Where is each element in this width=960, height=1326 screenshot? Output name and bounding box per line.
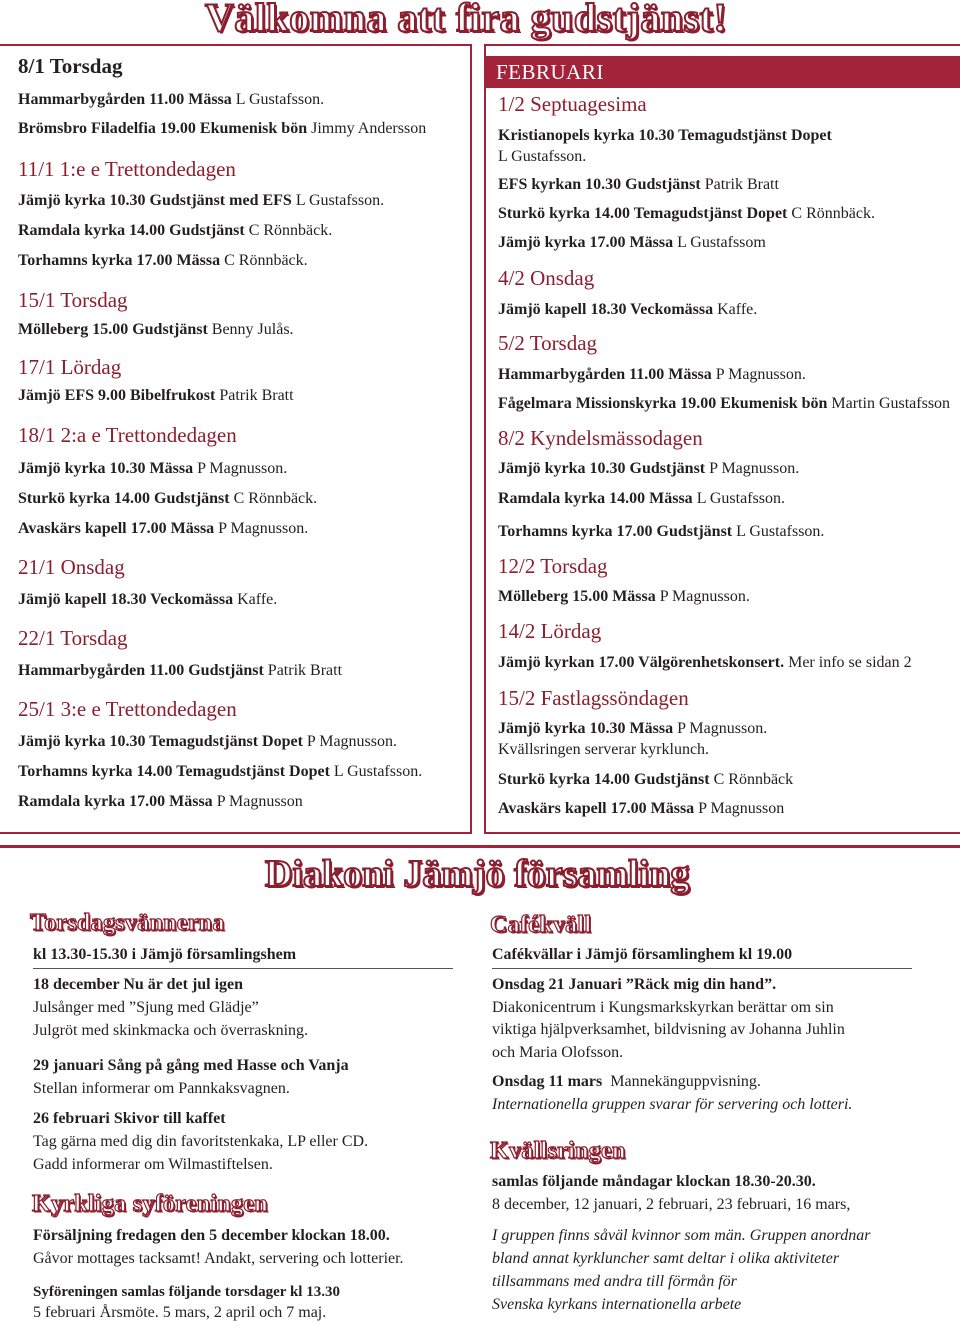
day-heading: 18/1 2:a e Trettondedagen xyxy=(18,423,237,447)
entry-leader: C Rönnbäck. xyxy=(233,490,318,507)
day-heading: 15/2 Fastlagssöndagen xyxy=(498,686,689,710)
service-entry xyxy=(498,741,709,759)
entry-leader: Kaffe. xyxy=(717,301,758,318)
entry-place-time: Jämjö kapell 18.30 Veckomässa xyxy=(18,591,234,608)
entry-leader: P Magnusson. xyxy=(218,520,309,537)
entry-place-time: Torhamns kyrka 14.00 Temagudstjänst Dopet xyxy=(18,763,330,780)
entry-place-time: Jämjö kapell 18.30 Veckomässa xyxy=(498,301,714,318)
section-divider xyxy=(0,845,960,848)
entry-place-time: Ramdala kyrka 17.00 Mässa xyxy=(18,793,213,810)
kvall-line: samlas följande måndagar klockan 18.30-20.30. xyxy=(492,1173,816,1190)
entry-leader: Kaffe. xyxy=(237,591,278,608)
day-heading: 8/2 Kyndelsmässodagen xyxy=(498,426,703,450)
torsdag-line: Tag gärna med dig din favoritstenkaka, LP eller CD. xyxy=(33,1133,369,1150)
torsdag-line: 26 februari Skivor till kaffet xyxy=(33,1110,226,1127)
cafe-line: Diakonicentrum i Kungsmarkskyrkan berättar om sin xyxy=(492,999,834,1016)
entry-place-time: Sturkö kyrka 14.00 Temagudstjänst Dopet xyxy=(498,205,788,222)
entry-place-time: Jämjö kyrka 10.30 Gudstjänst xyxy=(498,460,706,477)
entry-place-time: Ramdala kyrka 14.00 Mässa xyxy=(498,490,693,507)
day-heading: 25/1 3:e e Trettondedagen xyxy=(18,697,237,721)
service-entry xyxy=(498,301,757,319)
service-entry xyxy=(498,654,912,672)
page-title: Välkomna att fira gudstjänst! xyxy=(205,0,728,40)
service-entry xyxy=(498,234,766,252)
service-entry xyxy=(18,520,308,538)
entry-place-time: Mölleberg 15.00 Gudstjänst xyxy=(18,321,208,338)
kvall-line: tillsammans med andra till förmån för xyxy=(492,1273,737,1290)
entry-place-time: Jämjö kyrka 10.30 Gudstjänst med EFS xyxy=(18,192,292,209)
service-entry xyxy=(18,120,426,138)
kvallsringen-title: Kvällsringen xyxy=(490,1138,626,1164)
service-entry xyxy=(498,205,875,223)
service-entry xyxy=(498,366,806,384)
day-heading: 12/2 Torsdag xyxy=(498,554,608,578)
entry-leader: C Rönnbäck. xyxy=(224,252,308,269)
cafe-line: Cafékvällar i Jämjö församlinghem kl 19.00 xyxy=(492,946,793,963)
day-heading: 21/1 Onsdag xyxy=(18,555,125,579)
kvall-line: bland annat kyrkluncher samt deltar i olika aktiviteter xyxy=(492,1250,840,1267)
cafe-line xyxy=(492,1071,761,1093)
cafe-line: viktiga hjälpverksamhet, bildvisning av Johanna Juhlin xyxy=(492,1021,845,1038)
entry-place-time: Ramdala kyrka 14.00 Gudstjänst xyxy=(18,222,245,239)
service-entry xyxy=(498,588,750,606)
cafe-line: och Maria Olofsson. xyxy=(492,1044,624,1061)
entry-place-time: Jämjö EFS 9.00 Bibelfrukost xyxy=(18,387,216,404)
torsdag-line: 29 januari Sång på gång med Hasse och Vanja xyxy=(33,1057,349,1074)
entry-leader: L Gustafsson. xyxy=(295,192,385,209)
syf-line: Försäljning fredagen den 5 december klockan 18.00. xyxy=(33,1227,390,1244)
entry-place-time: EFS kyrkan 10.30 Gudstjänst xyxy=(498,176,701,193)
torsdag-line: 18 december Nu är det jul igen xyxy=(33,976,244,993)
torsdag-line: Gadd informerar om Wilmastiftelsen. xyxy=(33,1156,273,1173)
entry-leader: L Gustafsson. xyxy=(736,523,825,540)
service-entry xyxy=(18,460,287,478)
torsdagsvannerna-title: Torsdagsvännerna xyxy=(30,910,225,936)
entry-place-time: Jämjö kyrka 17.00 Mässa xyxy=(498,234,674,251)
service-entry xyxy=(18,793,303,811)
service-entry xyxy=(18,252,308,270)
entry-leader: P Magnusson. xyxy=(709,460,800,477)
entry-place-time: Jämjö kyrka 10.30 Mässa xyxy=(498,720,674,737)
entry-place-time: Avaskärs kapell 17.00 Mässa xyxy=(498,800,695,817)
service-entry xyxy=(498,395,950,413)
entry-place-time: Fågelmara Missionskyrka 19.00 Ekumenisk bön xyxy=(498,395,828,412)
syf-line: Gåvor mottages tacksamt! Andakt, servering och lotterier. xyxy=(33,1250,404,1267)
divider xyxy=(492,968,912,969)
entry-leader: P Magnusson. xyxy=(677,720,768,737)
service-entry xyxy=(498,127,832,145)
torsdag-line: Julsånger med ”Sjung med Glädje” xyxy=(33,999,259,1016)
cafe-line: Onsdag 21 Januari ”Räck mig din hand”. xyxy=(492,976,777,993)
service-entry xyxy=(18,662,342,680)
service-entry xyxy=(18,591,277,609)
service-entry xyxy=(18,763,422,781)
torsdag-time: kl 13.30-15.30 i Jämjö församlingshem xyxy=(33,946,297,963)
divider xyxy=(33,968,453,969)
service-entry xyxy=(18,192,384,210)
entry-leader: Benny Julås. xyxy=(211,321,294,338)
service-entry xyxy=(498,720,767,738)
entry-leader: L Gustafsson. xyxy=(235,91,325,108)
day-heading: 4/2 Onsdag xyxy=(498,266,595,290)
kvall-line: Svenska kyrkans internationella arbete xyxy=(492,1296,742,1313)
entry-place-time: Hammarbygården 11.00 Gudstjänst xyxy=(18,662,264,679)
service-entry xyxy=(18,733,397,751)
entry-place-time: Sturkö kyrka 14.00 Gudstjänst xyxy=(18,490,230,507)
entry-leader: Patrik Bratt xyxy=(267,662,343,679)
cafe-line: Internationella gruppen svarar för servering och lotteri. xyxy=(492,1096,853,1113)
day-heading: 11/1 1:e e Trettondedagen xyxy=(18,157,236,181)
entry-leader: C Rönnbäck. xyxy=(791,205,875,222)
service-entry xyxy=(498,176,779,194)
entry-leader: L Gustafsson. xyxy=(696,490,785,507)
entry-place-time: Mölleberg 15.00 Mässa xyxy=(498,588,656,605)
cafe-date: Onsdag 11 mars xyxy=(492,1073,603,1090)
service-entry xyxy=(18,490,317,508)
kvall-line: 8 december, 12 januari, 2 februari, 23 februari, 16 mars, xyxy=(492,1196,851,1213)
entry-place-time: Jämjö kyrka 10.30 Temagudstjänst Dopet xyxy=(18,733,303,750)
service-entry xyxy=(498,771,793,789)
service-entry xyxy=(498,523,824,541)
entry-leader: C Rönnbäck. xyxy=(248,222,333,239)
cafekvall-title: Cafékväll xyxy=(490,912,592,938)
day-heading: 22/1 Torsdag xyxy=(18,626,128,650)
entry-place-time: Torhamns kyrka 17.00 Gudstjänst xyxy=(498,523,733,540)
entry-leader: Jimmy Andersson xyxy=(311,120,427,137)
entry-place-time: Sturkö kyrka 14.00 Gudstjänst xyxy=(498,771,710,788)
cafe-event: Mannekänguppvisning. xyxy=(610,1073,761,1090)
month-header: FEBRUARI xyxy=(486,56,960,88)
day-heading: 17/1 Lördag xyxy=(18,355,122,379)
syforeningen-title: Kyrkliga syföreningen xyxy=(32,1191,268,1217)
service-entry xyxy=(498,460,799,478)
day-heading: 15/1 Torsdag xyxy=(18,288,128,312)
service-entry xyxy=(18,91,324,109)
service-entry xyxy=(18,387,294,405)
entry-leader: Kvällsringen serverar kyrklunch. xyxy=(498,741,710,758)
entry-place-time: Torhamns kyrka 17.00 Mässa xyxy=(18,252,221,269)
service-entry xyxy=(18,321,294,339)
entry-leader: Patrik Bratt xyxy=(704,176,779,193)
day-heading: 1/2 Septuagesima xyxy=(498,92,647,116)
entry-place-time: Jämjö kyrkan 17.00 Välgörenhetskonsert. xyxy=(498,654,785,671)
entry-place-time: Hammarbygården 11.00 Mässa xyxy=(18,91,232,108)
entry-place-time: Avaskärs kapell 17.00 Mässa xyxy=(18,520,215,537)
entry-leader: P Magnusson. xyxy=(659,588,750,605)
entry-leader: P Magnusson xyxy=(698,800,785,817)
torsdag-line: Stellan informerar om Pannkaksvagnen. xyxy=(33,1080,290,1097)
entry-leader: P Magnusson. xyxy=(715,366,806,383)
entry-place-time: Brömsbro Filadelfia 19.00 Ekumenisk bön xyxy=(18,120,308,137)
entry-leader: L Gustafssom xyxy=(677,234,766,251)
entry-leader: Patrik Bratt xyxy=(219,387,294,404)
entry-leader: Martin Gustafsson xyxy=(831,395,951,412)
entry-leader: L Gustafsson. xyxy=(333,763,423,780)
entry-leader: P Magnusson. xyxy=(306,733,398,750)
entry-place-time: Hammarbygården 11.00 Mässa xyxy=(498,366,712,383)
day-heading: 8/1 Torsdag xyxy=(18,54,123,78)
diakoni-title: Diakoni Jämjö församling xyxy=(265,853,690,895)
service-entry xyxy=(498,148,586,166)
day-heading: 5/2 Torsdag xyxy=(498,331,598,355)
entry-place-time: Kristianopels kyrka 10.30 Temagudstjänst Dopet xyxy=(498,127,832,144)
service-entry xyxy=(498,800,784,818)
entry-leader: P Magnusson xyxy=(216,793,303,810)
day-heading: 14/2 Lördag xyxy=(498,619,602,643)
kvall-line: I gruppen finns såväl kvinnor som män. Gruppen anordnar xyxy=(492,1227,871,1244)
entry-leader: Mer info se sidan 2 xyxy=(788,654,912,671)
service-entry xyxy=(18,222,332,240)
torsdag-line: Julgröt med skinkmacka och överraskning. xyxy=(33,1022,309,1039)
entry-leader: L Gustafsson. xyxy=(498,148,587,165)
entry-leader: C Rönnbäck xyxy=(713,771,794,788)
syf-line: Syföreningen samlas följande torsdager kl 13.30 xyxy=(33,1284,340,1300)
service-entry xyxy=(498,490,785,508)
entry-place-time: Jämjö kyrka 10.30 Mässa xyxy=(18,460,194,477)
syf-line: 5 februari Årsmöte. 5 mars, 2 april och 7 maj. xyxy=(33,1304,327,1321)
entry-leader: P Magnusson. xyxy=(197,460,288,477)
